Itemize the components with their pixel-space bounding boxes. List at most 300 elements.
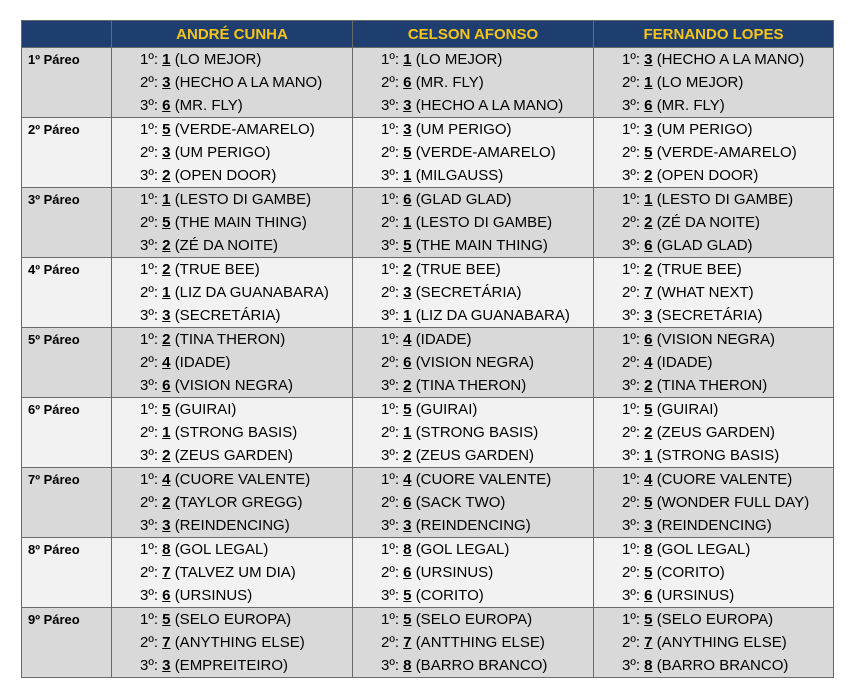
horse-name: (LESTO DI GAMBE) [656, 191, 794, 208]
finish-position: 1º: [140, 471, 158, 488]
horse-name: (GUIRAI) [174, 401, 237, 418]
horse-number: 4 [644, 471, 653, 488]
pick-line [594, 654, 833, 677]
pick-line [353, 654, 593, 677]
pick-line [353, 94, 593, 117]
finish-position: 3º: [381, 447, 399, 464]
finish-position: 2º: [622, 564, 640, 581]
finish-position: 3º: [140, 587, 158, 604]
horse-name: (UM PERIGO) [656, 121, 753, 138]
horse-name: (TRUE BEE) [415, 261, 501, 278]
horse-name: (TRUE BEE) [174, 261, 260, 278]
horse-number: 5 [403, 611, 412, 628]
horse-name: (TAYLOR GREGG) [174, 494, 303, 511]
pick-line [112, 561, 352, 584]
horse-number: 6 [403, 354, 412, 371]
pick-line [112, 398, 352, 421]
tipster-picks-cell [112, 398, 353, 468]
finish-position: 3º: [622, 377, 640, 394]
tipster-picks-cell [353, 258, 594, 328]
tipster-picks-cell [112, 538, 353, 608]
pick-line [112, 584, 352, 607]
horse-number: 4 [162, 471, 171, 488]
horse-name: (GOL LEGAL) [656, 541, 751, 558]
horse-number: 5 [644, 611, 653, 628]
finish-position: 3º: [622, 307, 640, 324]
tipster-picks-cell [112, 118, 353, 188]
horse-number: 2 [162, 167, 171, 184]
pick-line [353, 188, 593, 211]
finish-position: 3º: [622, 237, 640, 254]
finish-position: 2º: [622, 144, 640, 161]
pick-line [112, 468, 352, 491]
race-row [22, 188, 834, 258]
tipster-picks-cell [353, 188, 594, 258]
race-row [22, 398, 834, 468]
pick-line [112, 514, 352, 537]
finish-position: 3º: [140, 237, 158, 254]
horse-number: 8 [162, 541, 171, 558]
pick-line [594, 444, 833, 467]
horse-name: (IDADE) [174, 354, 231, 371]
horse-number: 6 [403, 191, 412, 208]
horse-name: (TALVEZ UM DIA) [174, 564, 296, 581]
horse-name: (TINA THERON) [415, 377, 527, 394]
finish-position: 1º: [140, 611, 158, 628]
horse-name: (CORITO) [415, 587, 484, 604]
finish-position: 1º: [140, 331, 158, 348]
horse-name: (CUORE VALENTE) [415, 471, 552, 488]
finish-position: 3º: [622, 97, 640, 114]
horse-number: 3 [403, 517, 412, 534]
tipster-picks-cell [594, 328, 834, 398]
pick-line [594, 71, 833, 94]
horse-number: 3 [644, 51, 653, 68]
tipster-picks-cell [594, 608, 834, 678]
horse-name: (MR. FLY) [415, 74, 484, 91]
horse-number: 7 [162, 564, 171, 581]
horse-number: 1 [162, 424, 171, 441]
finish-position: 2º: [381, 214, 399, 231]
horse-name: (VERDE-AMARELO) [174, 121, 315, 138]
finish-position: 1º: [622, 121, 640, 138]
horse-name: (VISION NEGRA) [174, 377, 294, 394]
horse-name: (LO MEJOR) [174, 51, 262, 68]
finish-position: 3º: [622, 657, 640, 674]
horse-name: (SECRETÁRIA) [174, 307, 281, 324]
horse-number: 1 [403, 51, 412, 68]
finish-position: 1º: [622, 471, 640, 488]
horse-number: 2 [162, 447, 171, 464]
horse-name: (SELO EUROPA) [415, 611, 533, 628]
finish-position: 1º: [381, 401, 399, 418]
tipster-picks-cell [594, 118, 834, 188]
horse-number: 2 [644, 261, 653, 278]
tipster-picks-cell [594, 468, 834, 538]
pick-line [112, 234, 352, 257]
horse-number: 5 [162, 121, 171, 138]
pick-line [353, 608, 593, 631]
horse-number: 5 [644, 494, 653, 511]
horse-number: 2 [403, 377, 412, 394]
horse-name: (ZEUS GARDEN) [415, 447, 535, 464]
tipster-picks-cell [353, 538, 594, 608]
horse-number: 6 [162, 97, 171, 114]
finish-position: 1º: [381, 611, 399, 628]
pick-line [112, 491, 352, 514]
tipster-picks-cell [353, 328, 594, 398]
horse-number: 3 [162, 144, 171, 161]
pick-line [594, 328, 833, 351]
finish-position: 2º: [140, 634, 158, 651]
horse-name: (STRONG BASIS) [656, 447, 780, 464]
race-label: 1º Páreo [22, 48, 112, 118]
pick-line [112, 281, 352, 304]
horse-name: (VERDE-AMARELO) [656, 144, 797, 161]
horse-name: (OPEN DOOR) [174, 167, 277, 184]
horse-name: (GOL LEGAL) [174, 541, 269, 558]
race-row [22, 608, 834, 678]
horse-number: 3 [162, 74, 171, 91]
horse-name: (TRUE BEE) [656, 261, 742, 278]
horse-number: 1 [403, 307, 412, 324]
tipster-picks-cell [594, 398, 834, 468]
horse-name: (URSINUS) [174, 587, 253, 604]
pick-line [594, 281, 833, 304]
race-label: 8º Páreo [22, 538, 112, 608]
horse-name: (MR. FLY) [174, 97, 243, 114]
tipster-fernando-lopes: FERNANDO LOPES [594, 21, 834, 48]
finish-position: 1º: [622, 401, 640, 418]
finish-position: 2º: [140, 564, 158, 581]
horse-name: (ZÉ DA NOITE) [174, 237, 279, 254]
finish-position: 2º: [140, 424, 158, 441]
horse-number: 4 [403, 331, 412, 348]
pick-line [112, 374, 352, 397]
horse-number: 8 [644, 541, 653, 558]
horse-name: (THE MAIN THING) [174, 214, 307, 231]
finish-position: 3º: [140, 657, 158, 674]
horse-name: (HECHO A LA MANO) [656, 51, 805, 68]
horse-number: 3 [162, 307, 171, 324]
horse-name: (SECRETÁRIA) [415, 284, 522, 301]
finish-position: 1º: [622, 541, 640, 558]
finish-position: 1º: [381, 191, 399, 208]
pick-line [594, 398, 833, 421]
horse-name: (MR. FLY) [656, 97, 725, 114]
horse-number: 2 [162, 331, 171, 348]
horse-name: (LO MEJOR) [656, 74, 744, 91]
finish-position: 2º: [381, 564, 399, 581]
finish-position: 2º: [381, 144, 399, 161]
finish-position: 1º: [140, 121, 158, 138]
pick-line [353, 514, 593, 537]
horse-number: 6 [644, 97, 653, 114]
horse-name: (BARRO BRANCO) [415, 657, 548, 674]
race-row [22, 328, 834, 398]
finish-position: 3º: [622, 587, 640, 604]
pick-line [353, 374, 593, 397]
finish-position: 1º: [622, 51, 640, 68]
horse-name: (LIZ DA GUANABARA) [174, 284, 329, 301]
tipster-picks-cell [112, 608, 353, 678]
pick-line [112, 631, 352, 654]
race-label: 6º Páreo [22, 398, 112, 468]
pick-line [594, 94, 833, 117]
pick-line [112, 608, 352, 631]
pick-line [353, 561, 593, 584]
pick-line [112, 188, 352, 211]
finish-position: 3º: [381, 97, 399, 114]
horse-number: 3 [403, 284, 412, 301]
horse-number: 8 [644, 657, 653, 674]
horse-number: 8 [403, 541, 412, 558]
horse-name: (UM PERIGO) [174, 144, 271, 161]
horse-number: 2 [162, 494, 171, 511]
race-row [22, 118, 834, 188]
horse-number: 3 [644, 517, 653, 534]
pick-line [112, 421, 352, 444]
horse-name: (UM PERIGO) [415, 121, 512, 138]
pick-line [353, 444, 593, 467]
finish-position: 2º: [622, 354, 640, 371]
horse-number: 2 [403, 447, 412, 464]
horse-name: (LESTO DI GAMBE) [415, 214, 553, 231]
finish-position: 2º: [622, 424, 640, 441]
tips-table [21, 20, 834, 678]
horse-name: (STRONG BASIS) [415, 424, 539, 441]
pick-line [594, 514, 833, 537]
tipster-picks-cell [594, 258, 834, 328]
pick-line [353, 631, 593, 654]
horse-name: (ANYTHING ELSE) [656, 634, 787, 651]
tipster-picks-cell [353, 608, 594, 678]
horse-number: 1 [162, 191, 171, 208]
horse-name: (SECRETÁRIA) [656, 307, 763, 324]
horse-name: (GLAD GLAD) [656, 237, 753, 254]
finish-position: 1º: [622, 331, 640, 348]
pick-line [353, 71, 593, 94]
tipster-picks-cell [594, 538, 834, 608]
horse-name: (STRONG BASIS) [174, 424, 298, 441]
finish-position: 2º: [622, 214, 640, 231]
horse-number: 6 [644, 331, 653, 348]
horse-number: 1 [162, 284, 171, 301]
pick-line [594, 304, 833, 327]
finish-position: 3º: [381, 307, 399, 324]
finish-position: 2º: [381, 74, 399, 91]
horse-number: 6 [162, 377, 171, 394]
horse-number: 5 [403, 587, 412, 604]
horse-name: (REINDENCING) [656, 517, 772, 534]
finish-position: 1º: [140, 261, 158, 278]
finish-position: 2º: [381, 494, 399, 511]
horse-name: (HECHO A LA MANO) [174, 74, 323, 91]
horse-number: 2 [162, 237, 171, 254]
tipster-picks-cell [112, 328, 353, 398]
pick-line [353, 118, 593, 141]
race-label: 7º Páreo [22, 468, 112, 538]
race-label: 3º Páreo [22, 188, 112, 258]
finish-position: 2º: [381, 284, 399, 301]
pick-line [594, 351, 833, 374]
finish-position: 3º: [140, 307, 158, 324]
pick-line [353, 328, 593, 351]
pick-line [353, 584, 593, 607]
finish-position: 1º: [622, 191, 640, 208]
race-label: 2º Páreo [22, 118, 112, 188]
finish-position: 2º: [381, 634, 399, 651]
finish-position: 1º: [381, 541, 399, 558]
finish-position: 1º: [622, 261, 640, 278]
horse-name: (CORITO) [656, 564, 725, 581]
horse-name: (LESTO DI GAMBE) [174, 191, 312, 208]
horse-name: (CUORE VALENTE) [656, 471, 793, 488]
horse-number: 3 [162, 657, 171, 674]
race-row [22, 48, 834, 118]
pick-line [594, 468, 833, 491]
finish-position: 1º: [381, 121, 399, 138]
pick-line [353, 141, 593, 164]
horse-number: 4 [162, 354, 171, 371]
horse-name: (IDADE) [656, 354, 713, 371]
horse-number: 8 [403, 657, 412, 674]
finish-position: 2º: [381, 424, 399, 441]
pick-line [594, 118, 833, 141]
finish-position: 1º: [381, 331, 399, 348]
finish-position: 3º: [381, 587, 399, 604]
pick-line [353, 234, 593, 257]
pick-line [112, 141, 352, 164]
horse-number: 3 [644, 307, 653, 324]
race-label: 5º Páreo [22, 328, 112, 398]
horse-number: 1 [644, 74, 653, 91]
finish-position: 2º: [381, 354, 399, 371]
race-row [22, 538, 834, 608]
horse-name: (MILGAUSS) [415, 167, 504, 184]
finish-position: 3º: [622, 517, 640, 534]
pick-line [594, 561, 833, 584]
pick-line [353, 491, 593, 514]
pick-line [594, 211, 833, 234]
finish-position: 2º: [622, 494, 640, 511]
horse-number: 6 [162, 587, 171, 604]
horse-name: (REINDENCING) [415, 517, 531, 534]
horse-number: 7 [644, 634, 653, 651]
horse-number: 1 [403, 214, 412, 231]
pick-line [594, 608, 833, 631]
horse-name: (LIZ DA GUANABARA) [415, 307, 570, 324]
finish-position: 3º: [381, 237, 399, 254]
finish-position: 1º: [622, 611, 640, 628]
pick-line [353, 398, 593, 421]
horse-number: 5 [644, 564, 653, 581]
tipster-picks-cell [353, 118, 594, 188]
horse-name: (HECHO A LA MANO) [415, 97, 564, 114]
horse-number: 5 [162, 401, 171, 418]
finish-position: 2º: [622, 634, 640, 651]
horse-number: 2 [162, 261, 171, 278]
horse-number: 5 [403, 237, 412, 254]
pick-line [112, 94, 352, 117]
tipster-celson-afonso: CELSON AFONSO [353, 21, 594, 48]
finish-position: 1º: [381, 261, 399, 278]
finish-position: 3º: [381, 377, 399, 394]
horse-name: (GLAD GLAD) [415, 191, 512, 208]
tipster-picks-cell [353, 48, 594, 118]
horse-number: 7 [644, 284, 653, 301]
pick-line [112, 328, 352, 351]
finish-position: 2º: [140, 494, 158, 511]
horse-number: 2 [644, 424, 653, 441]
pick-line [594, 234, 833, 257]
horse-name: (ZEUS GARDEN) [174, 447, 294, 464]
finish-position: 1º: [140, 541, 158, 558]
horse-number: 2 [644, 377, 653, 394]
tipster-picks-cell [112, 188, 353, 258]
header-corner-cell [22, 21, 112, 48]
horse-name: (SELO EUROPA) [656, 611, 774, 628]
pick-line [594, 141, 833, 164]
horse-number: 4 [403, 471, 412, 488]
tipster-picks-cell [353, 398, 594, 468]
finish-position: 3º: [140, 377, 158, 394]
finish-position: 3º: [381, 657, 399, 674]
tipster-picks-cell [594, 188, 834, 258]
table-body [22, 48, 834, 678]
finish-position: 2º: [140, 144, 158, 161]
finish-position: 3º: [622, 167, 640, 184]
horse-name: (GUIRAI) [415, 401, 478, 418]
pick-line [112, 258, 352, 281]
horse-name: (WONDER FULL DAY) [656, 494, 810, 511]
horse-number: 6 [644, 587, 653, 604]
horse-name: (GOL LEGAL) [415, 541, 510, 558]
tipster-picks-cell [112, 48, 353, 118]
horse-name: (ZEUS GARDEN) [656, 424, 776, 441]
tipster-picks-cell [353, 468, 594, 538]
finish-position: 1º: [140, 51, 158, 68]
horse-number: 7 [403, 634, 412, 651]
pick-line [112, 444, 352, 467]
pick-line [353, 421, 593, 444]
pick-line [112, 351, 352, 374]
horse-number: 6 [403, 494, 412, 511]
race-label: 4º Páreo [22, 258, 112, 328]
horse-name: (TINA THERON) [174, 331, 286, 348]
finish-position: 2º: [140, 74, 158, 91]
horse-number: 1 [403, 167, 412, 184]
horse-name: (GUIRAI) [656, 401, 719, 418]
tipster-andre-cunha: ANDRÉ CUNHA [112, 21, 353, 48]
finish-position: 1º: [140, 401, 158, 418]
horse-name: (VISION NEGRA) [656, 331, 776, 348]
horse-name: (REINDENCING) [174, 517, 290, 534]
horse-name: (EMPREITEIRO) [174, 657, 289, 674]
horse-number: 5 [403, 144, 412, 161]
pick-line [594, 491, 833, 514]
pick-line [594, 48, 833, 71]
pick-line [112, 304, 352, 327]
pick-line [112, 118, 352, 141]
horse-number: 3 [403, 97, 412, 114]
pick-line [594, 258, 833, 281]
pick-line [353, 164, 593, 187]
pick-line [594, 188, 833, 211]
horse-name: (WHAT NEXT) [656, 284, 754, 301]
pick-line [594, 631, 833, 654]
pick-line [112, 211, 352, 234]
